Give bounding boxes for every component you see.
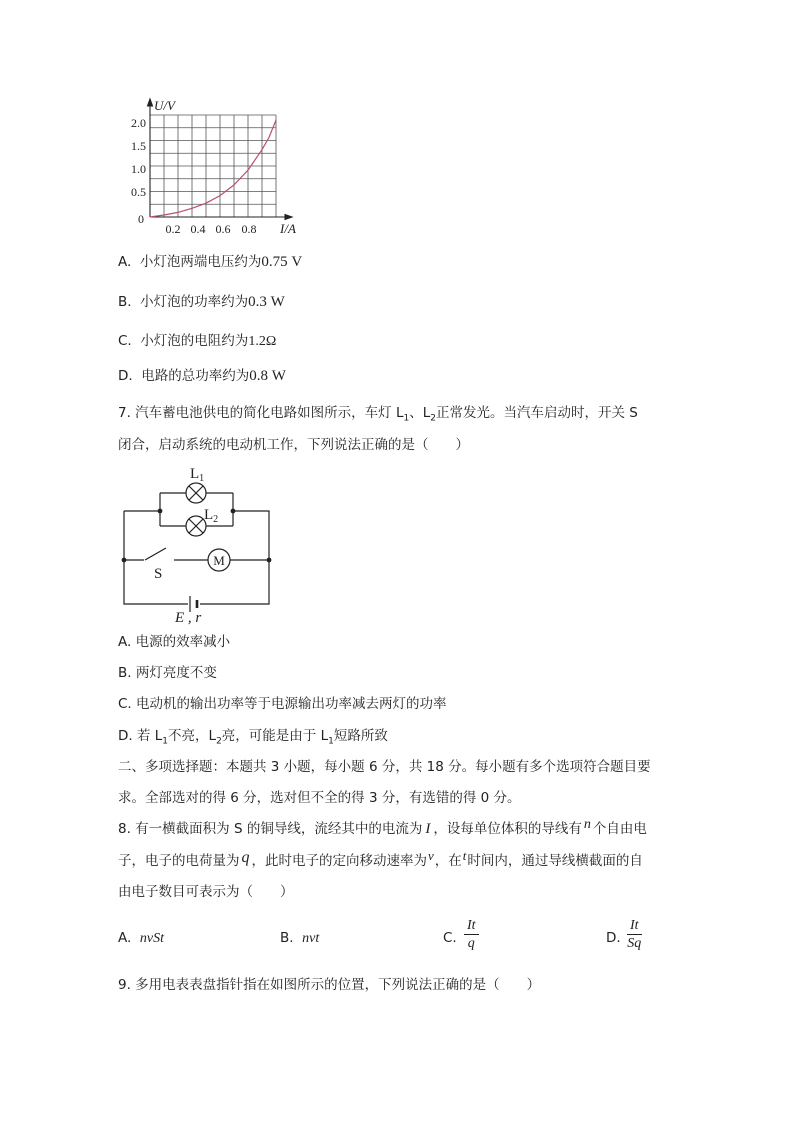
lamp-l1-icon: [186, 483, 206, 503]
y-tick-label: 0.5: [131, 185, 146, 199]
q8-stem-line2: 子，电子的电荷量为 q ，此时电子的定向移动速率为v，在t时间内，通过导线横截面的自: [118, 848, 643, 869]
circuit-wire-motor: [145, 548, 166, 560]
q8-option-c-letter: C.: [443, 930, 457, 946]
junction-dot: [122, 558, 127, 563]
section2-heading-line2: 求。全部选对的得 6 分，选对但不全的得 3 分，有选错的得 0 分。: [118, 790, 521, 806]
battery-label: E , r: [175, 610, 202, 625]
q8-option-d-fraction: $\frac{It}{Sq}$: [627, 918, 642, 951]
q7-option-d: D. 若 $L_1$不亮，$L_2$亮，可能是由于 $L_1$短路所致: [118, 728, 388, 747]
q7-stem-line2: 闭合，启动系统的电动机工作，下列说法正确的是（ ）: [118, 437, 469, 453]
junction-dot: [231, 509, 236, 514]
q6-option-d: D. 电路的总功率约为0.8 W: [118, 368, 286, 384]
x-tick-label: 0.4: [190, 222, 206, 236]
x-tick-label: 0.6: [215, 222, 231, 236]
y-tick-labels: [131, 116, 146, 199]
q8-option-c-fraction: $\frac{It}{q}$: [464, 917, 479, 953]
q6-option-a: A. 小灯泡两端电压约为0.75 V: [118, 254, 303, 270]
y-tick-label: 1.0: [131, 162, 146, 176]
svg-text:M: M: [213, 553, 225, 568]
origin-label: 0: [138, 212, 144, 226]
lamp-l1-label: $L_1$: [190, 466, 205, 484]
junction-dot: [158, 509, 163, 514]
q7-stem-line1: 7. 汽车蓄电池供电的简化电路如图所示，车灯 $L_1$、$L_2$正常发光。当汽车启动时，开关 S: [118, 405, 638, 424]
q8-option-b: B. nvt: [280, 930, 320, 946]
circuit-diagram: [118, 460, 278, 625]
lamp-l2-icon: [186, 516, 206, 536]
x-tick-label: 0.8: [241, 222, 257, 236]
circuit-wire-outer: [124, 511, 188, 604]
ui-graph: [118, 94, 308, 236]
graph-grid: [150, 115, 276, 217]
q9-stem: 9. 多用电表表盘指针指在如图所示的位置，下列说法正确的是（ ）: [118, 977, 541, 993]
y-axis-label: U/V: [154, 98, 175, 113]
junction-dot: [267, 558, 272, 563]
switch-label: S: [154, 566, 163, 582]
q7-option-b: B. 两灯亮度不变: [118, 665, 217, 681]
q8-option-d-letter: D.: [606, 930, 621, 946]
q6-option-b: B. 小灯泡的功率约为0.3 W: [118, 294, 285, 310]
section2-heading-line1: 二、多项选择题：本题共 3 小题，每小题 6 分，共 18 分。每小题有多个选项符合题目要: [118, 759, 651, 775]
q7-option-a: A. 电源的效率减小: [118, 634, 231, 650]
x-tick-label: 0.2: [165, 222, 181, 236]
motor-icon: [208, 549, 230, 571]
q6-option-c: C. 小灯泡的电阻约为1.2Ω: [118, 333, 277, 349]
x-tick-labels: [166, 222, 257, 236]
q8-stem-line1: 8. 有一横截面积为 S 的铜导线，流经其中的电流为 I ，设每单位体积的导线有 n 个自由电: [118, 817, 647, 837]
y-axis-arrow: [148, 99, 153, 106]
lamp-l2-label: $L_2$: [204, 507, 219, 525]
x-axis-label: I/A: [280, 221, 296, 236]
q8-stem-line3: 由电子数目可表示为（ ）: [118, 884, 294, 900]
q8-option-a: A. nvSt: [118, 930, 164, 946]
x-axis-arrow: [285, 215, 292, 220]
y-tick-label: 2.0: [131, 116, 146, 130]
q7-option-c: C. 电动机的输出功率等于电源输出功率减去两灯的功率: [118, 696, 447, 712]
ui-curve: [150, 120, 276, 217]
y-tick-label: 1.5: [131, 139, 146, 153]
